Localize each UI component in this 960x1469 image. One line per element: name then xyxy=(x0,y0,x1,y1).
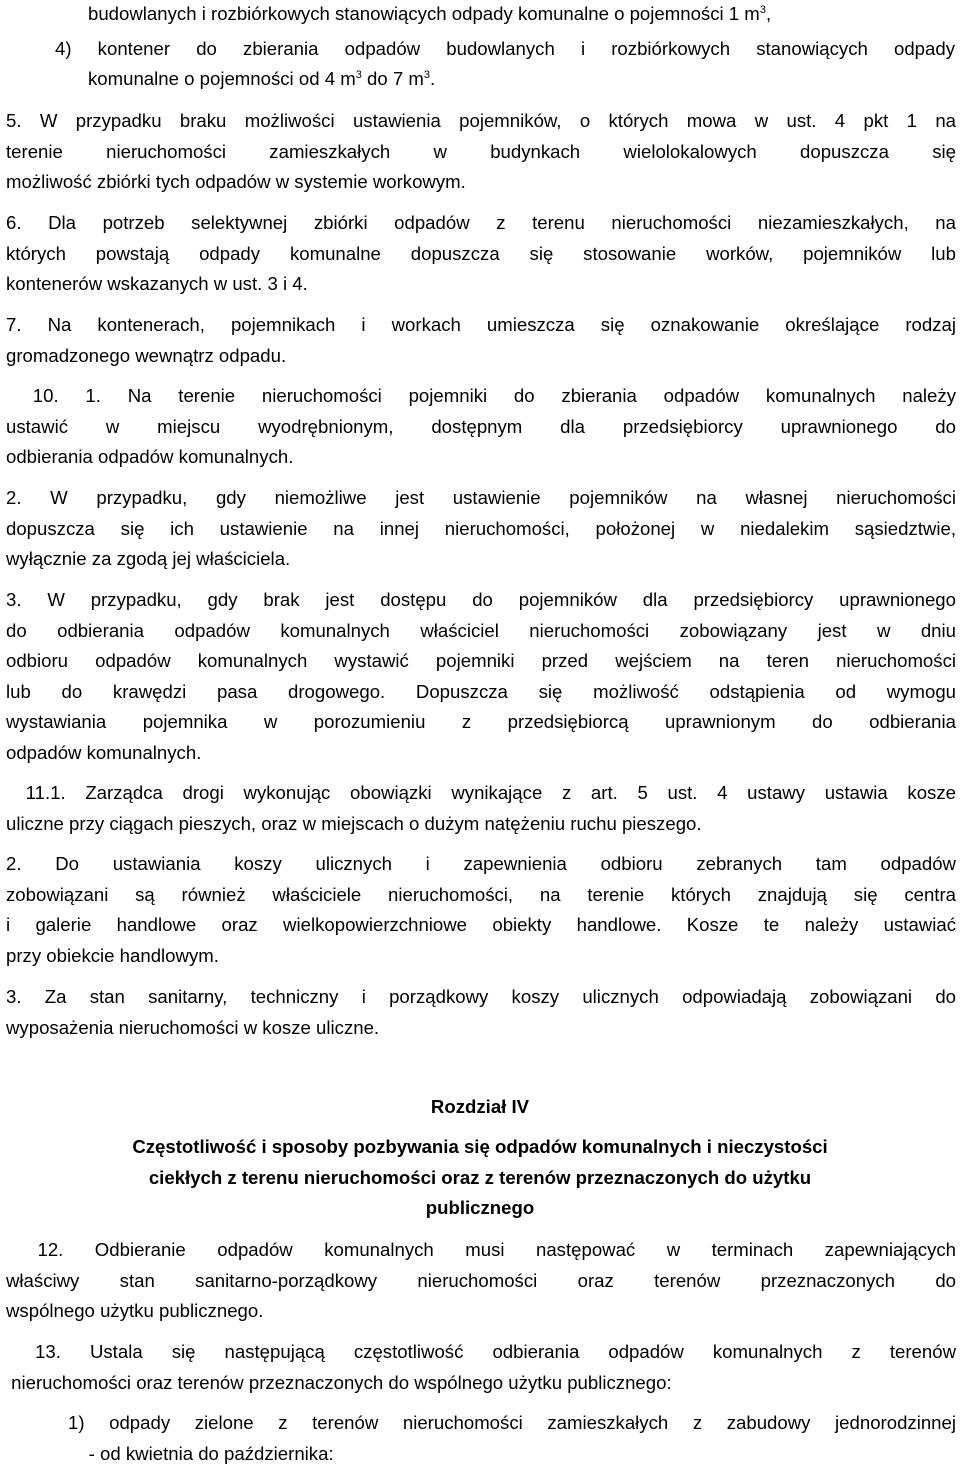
paragraph-item-4: 4) kontener do zbierania odpadów budowlanych i rozbiórkowych stanowiących odpady xyxy=(55,38,955,59)
paragraph-5: 5. W przypadku braku możliwości ustawienia pojemników, o których mowa w ust. 4 pkt 1 na terenie nieruchomości zamieszkałych w budynkach wielolokalowych dopuszcza się możliwość zbiórki tych odpadów w systemie workowym. xyxy=(6,110,956,192)
paragraph-10-3: 3. W przypadku, gdy brak jest dostępu do pojemników dla przedsiębiorcy uprawnionego do odbierania odpadów komunalnych właściciel nieruchomości zobowiązany jest w dniu odbioru odpadów komunalnych wystawić pojemniki przed wejściem na teren nieruchomości lub do krawędzi pasa drogowego. Dopuszcza się możliwość odstąpienia od wymogu wystawiania pojemnika w porozumieniu z przedsiębiorcą uprawnionym do odbierania odpadów komunalnych. xyxy=(6,589,956,763)
paragraph-item-4-cont: komunalne o pojemności od 4 $m^3$ do 7 $m^3$. xyxy=(88,68,436,89)
paragraph-intro-line: budowlanych i rozbiórkowych stanowiących odpady komunalne o pojemności 1 $m^3$, xyxy=(88,3,772,24)
paragraph-13-item-1: 1) odpady zielone z terenów nieruchomości zamieszkałych z zabudowy jednorodzinnej - od kwietnia do października: xyxy=(68,1412,956,1464)
paragraph-10-2: 2. W przypadku, gdy niemożliwe jest ustawienie pojemników na własnej nieruchomości dopuszcza się ich ustawienie na innej nieruchomości, położonej w niedalekim sąsiedztwie, wyłącznie za zgodą jej właściciela. xyxy=(6,487,956,569)
paragraph-10-1: 10. 1. Na terenie nieruchomości pojemniki do zbierania odpadów komunalnych należy ustawić w miejscu wyodrębnionym, dostępnym dla przedsiębiorcy uprawnionego do odbierania odpadów komunalnych. xyxy=(6,385,956,467)
chapter-title: Rozdział IV xyxy=(430,1096,530,1117)
paragraph-11-3: 3. Za stan sanitarny, techniczny i porządkowy koszy ulicznych odpowiadają zobowiązani do wyposażenia nieruchomości w kosze uliczne. xyxy=(6,986,956,1038)
paragraph-7: 7. Na kontenerach, pojemnikach i workach umieszcza się oznakowanie określające rodzaj gromadzonego wewnątrz odpadu. xyxy=(6,314,956,366)
paragraph-13: 13. Ustala się następującą częstotliwość odbierania odpadów komunalnych z terenów nieruchomości oraz terenów przeznaczonych do wspólnego użytku publicznego: xyxy=(6,1341,956,1393)
chapter-subtitle: Częstotliwość i sposoby pozbywania się odpadów komunalnych i nieczystości ciekłych z terenu nieruchomości oraz z terenów przeznaczonych do użytku publicznego xyxy=(132,1136,828,1218)
paragraph-6: 6. Dla potrzeb selektywnej zbiórki odpadów z terenu nieruchomości niezamieszkałych, na których powstają odpady komunalne dopuszcza się stosowanie worków, pojemników lub kontenerów wskazanych w ust. 3 i 4. xyxy=(6,212,956,294)
paragraph-12: 12. Odbieranie odpadów komunalnych musi następować w terminach zapewniających właściwy stan sanitarno-porządkowy nieruchomości oraz terenów przeznaczonych do wspólnego użytku publicznego. xyxy=(6,1239,956,1321)
paragraph-11-1: 11.1. Zarządca drogi wykonując obowiązki wynikające z art. 5 ust. 4 ustawy ustawia kosze uliczne przy ciągach pieszych, oraz w miejscach o dużym natężeniu ruchu pieszego. xyxy=(6,782,956,834)
paragraph-11-2: 2. Do ustawiania koszy ulicznych i zapewnienia odbioru zebranych tam odpadów zobowiązani są również właściciele nieruchomości, na terenie których znajdują się centra i galerie handlowe oraz wielkopowierzchniowe obiekty handlowe. Kosze te należy ustawiać przy obiekcie handlowym. xyxy=(6,853,956,966)
